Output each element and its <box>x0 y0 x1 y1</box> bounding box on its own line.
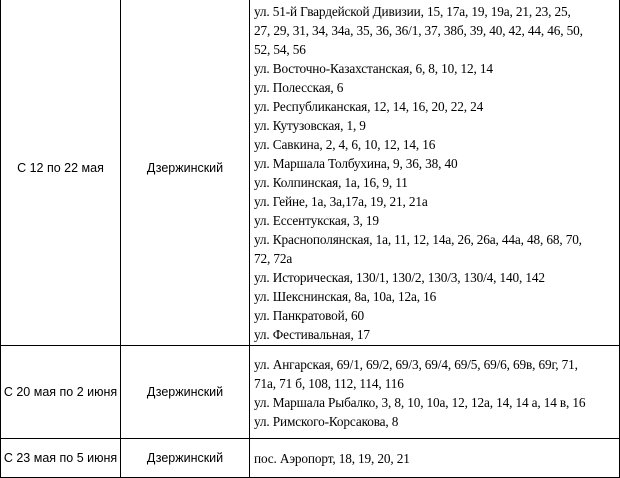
street-line: ул. Маршала Толбухина, 9, 36, 38, 40 <box>254 155 458 171</box>
street-line: ул. Ессентукская, 3, 19 <box>254 212 379 228</box>
streets-cell <box>250 346 620 439</box>
street-line: ул. Историческая, 130/1, 130/2, 130/3, 130/4, 140, 142 <box>254 269 545 285</box>
street-line: пос. Аэропорт, 18, 19, 20, 21 <box>254 450 410 466</box>
street-line: 27, 29, 31, 34, 34а, 35, 36, 36/1, 37, 38б, 39, 40, 42, 44, 46, 50, <box>254 22 583 38</box>
street-line: 71а, 71 б, 108, 112, 114, 116 <box>254 376 404 391</box>
street-line: ул. Краснополянская, 1а, 11, 12, 14а, 26, 26а, 44а, 48, 68, 70, <box>254 231 582 247</box>
streets-cell <box>250 0 620 346</box>
street-line: 72, 72а <box>254 250 293 266</box>
street-line: ул. Маршала Рыбалко, 3, 8, 10, 10а, 12, 12а, 14, 14 а, 14 в, 16 <box>254 395 586 410</box>
street-line: ул. Колпинская, 1а, 16, 9, 11 <box>254 174 408 190</box>
district-cell: Дзержинский <box>121 439 250 478</box>
street-line: ул. Савкина, 2, 4, 6, 10, 12, 14, 16 <box>254 136 436 152</box>
street-line: ул. Республиканская, 12, 14, 16, 20, 22, 24 <box>254 98 484 114</box>
district-cell: Дзержинский <box>121 0 250 346</box>
table-row <box>1 439 620 478</box>
street-line: ул. Ангарская, 69/1, 69/2, 69/3, 69/4, 69/5, 69/6, 69в, 69г, 71, <box>254 357 578 372</box>
street-line: ул. Фестивальная, 17 <box>254 326 370 342</box>
table-row <box>1 346 620 439</box>
date-range-cell: С 12 по 22 мая <box>1 0 121 346</box>
street-line: ул. Шекснинская, 8а, 10а, 12а, 16 <box>254 288 437 304</box>
streets-cell <box>250 439 620 478</box>
district-cell: Дзержинский <box>121 346 250 439</box>
street-line: ул. 51-й Гвардейской Дивизии, 15, 17а, 19, 19а, 21, 23, 25, <box>254 3 571 19</box>
date-range-cell: С 20 мая по 2 июня <box>1 346 121 439</box>
date-range-cell: С 23 мая по 5 июня <box>1 439 121 478</box>
street-line: ул. Римского-Корсакова, 8 <box>254 414 399 429</box>
street-line: ул. Панкратовой, 60 <box>254 307 364 323</box>
street-line: ул. Полесская, 6 <box>254 79 344 95</box>
street-line: ул. Кутузовская, 1, 9 <box>254 117 366 133</box>
table-row <box>1 0 620 346</box>
street-line: ул. Восточно-Казахстанская, 6, 8, 10, 12, 14 <box>254 60 493 76</box>
street-line: ул. Гейне, 1а, 3а,17а, 19, 21, 21а <box>254 193 428 209</box>
street-line: 52, 54, 56 <box>254 41 306 57</box>
